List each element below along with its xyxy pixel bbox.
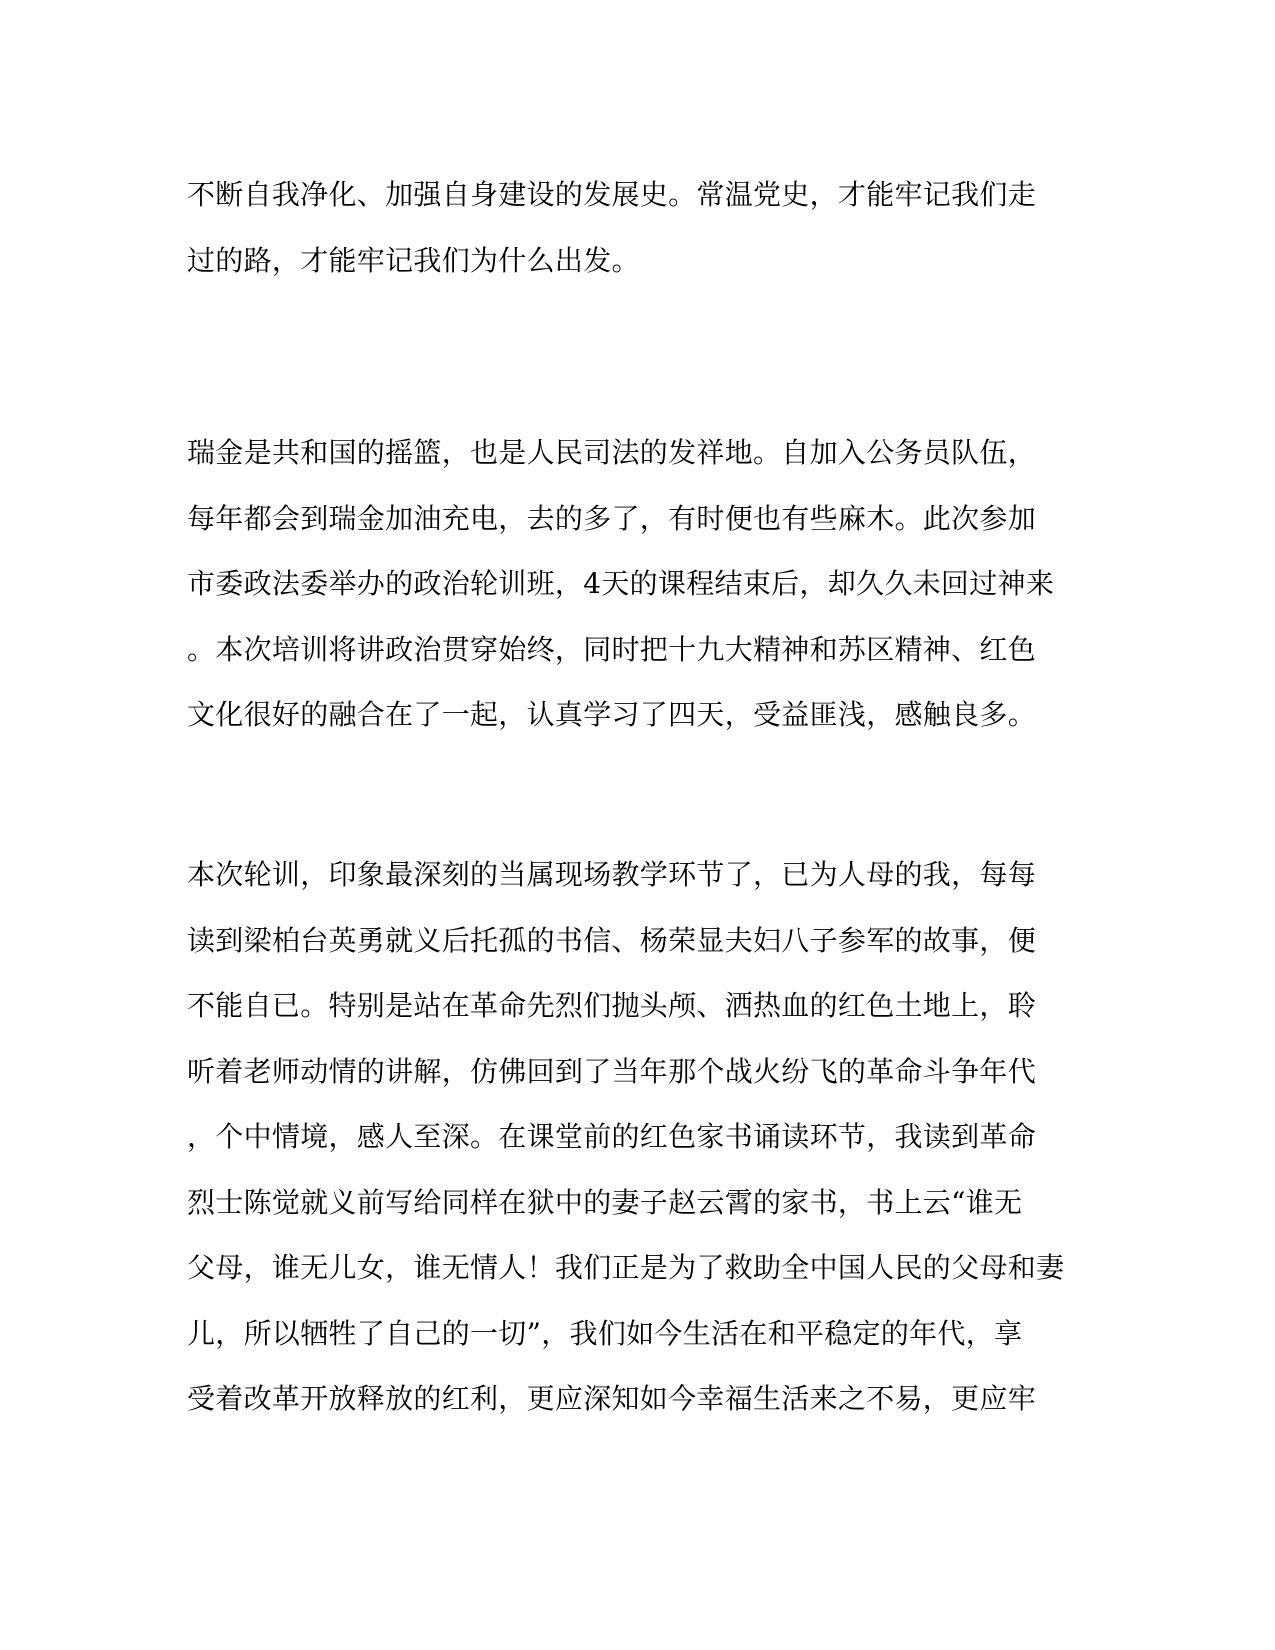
text-line: 过的路，才能牢记我们为什么出发。: [187, 243, 640, 277]
paragraph-ruijin: [187, 420, 1087, 748]
text-line: 受着改革开放释放的红利，更应深知如今幸福生活来之不易，更应牢: [187, 1382, 1037, 1415]
text-line: 不断自我净化、加强自身建设的发展史。常温党史，才能牢记我们走: [187, 178, 1037, 211]
paragraph-party-history: [187, 162, 1087, 293]
text-line: 读到梁柏台英勇就义后托孤的书信、杨荣显夫妇八子参军的故事，便: [187, 923, 1037, 957]
text-line: 不能自已。特别是站在革命先烈们抛头颅、洒热血的红色土地上，聆: [187, 989, 1037, 1022]
text-line: 听着老师动情的讲解，仿佛回到了当年那个战火纷飞的革命斗争年代: [187, 1054, 1037, 1088]
text-line: 瑞金是共和国的摇篮，也是人民司法的发祥地。自加入公务员队伍，: [187, 436, 1037, 469]
text-line: 本次轮训，印象最深刻的当属现场教学环节了，已为人母的我，每每: [187, 858, 1037, 891]
text-line: 。本次培训将讲政治贯穿始终，同时把十九大精神和苏区精神、红色: [187, 632, 1037, 666]
text-line: 父母，谁无儿女，谁无情人！我们正是为了救助全中国人民的父母和妻: [187, 1251, 1065, 1284]
text-line: 市委政法委举办的政治轮训班，4天的课程结束后，却久久未回过神来: [187, 567, 1055, 600]
text-line: 儿，所以牺牲了自己的一切”，我们如今生活在和平稳定的年代，享: [187, 1316, 1023, 1350]
text-line: 烈士陈觉就义前写给同样在狱中的妻子赵云霄的家书，书上云“谁无: [187, 1185, 1023, 1219]
text-line: ，个中情境，感人至深。在课堂前的红色家书诵读环节，我读到革命: [187, 1120, 1037, 1153]
text-line: 文化很好的融合在了一起，认真学习了四天，受益匪浅，感触良多。: [187, 698, 1037, 731]
text-line: 每年都会到瑞金加油充电，去的多了，有时便也有些麻木。此次参加: [187, 501, 1037, 535]
paragraph-field-teaching: [187, 842, 1087, 1432]
